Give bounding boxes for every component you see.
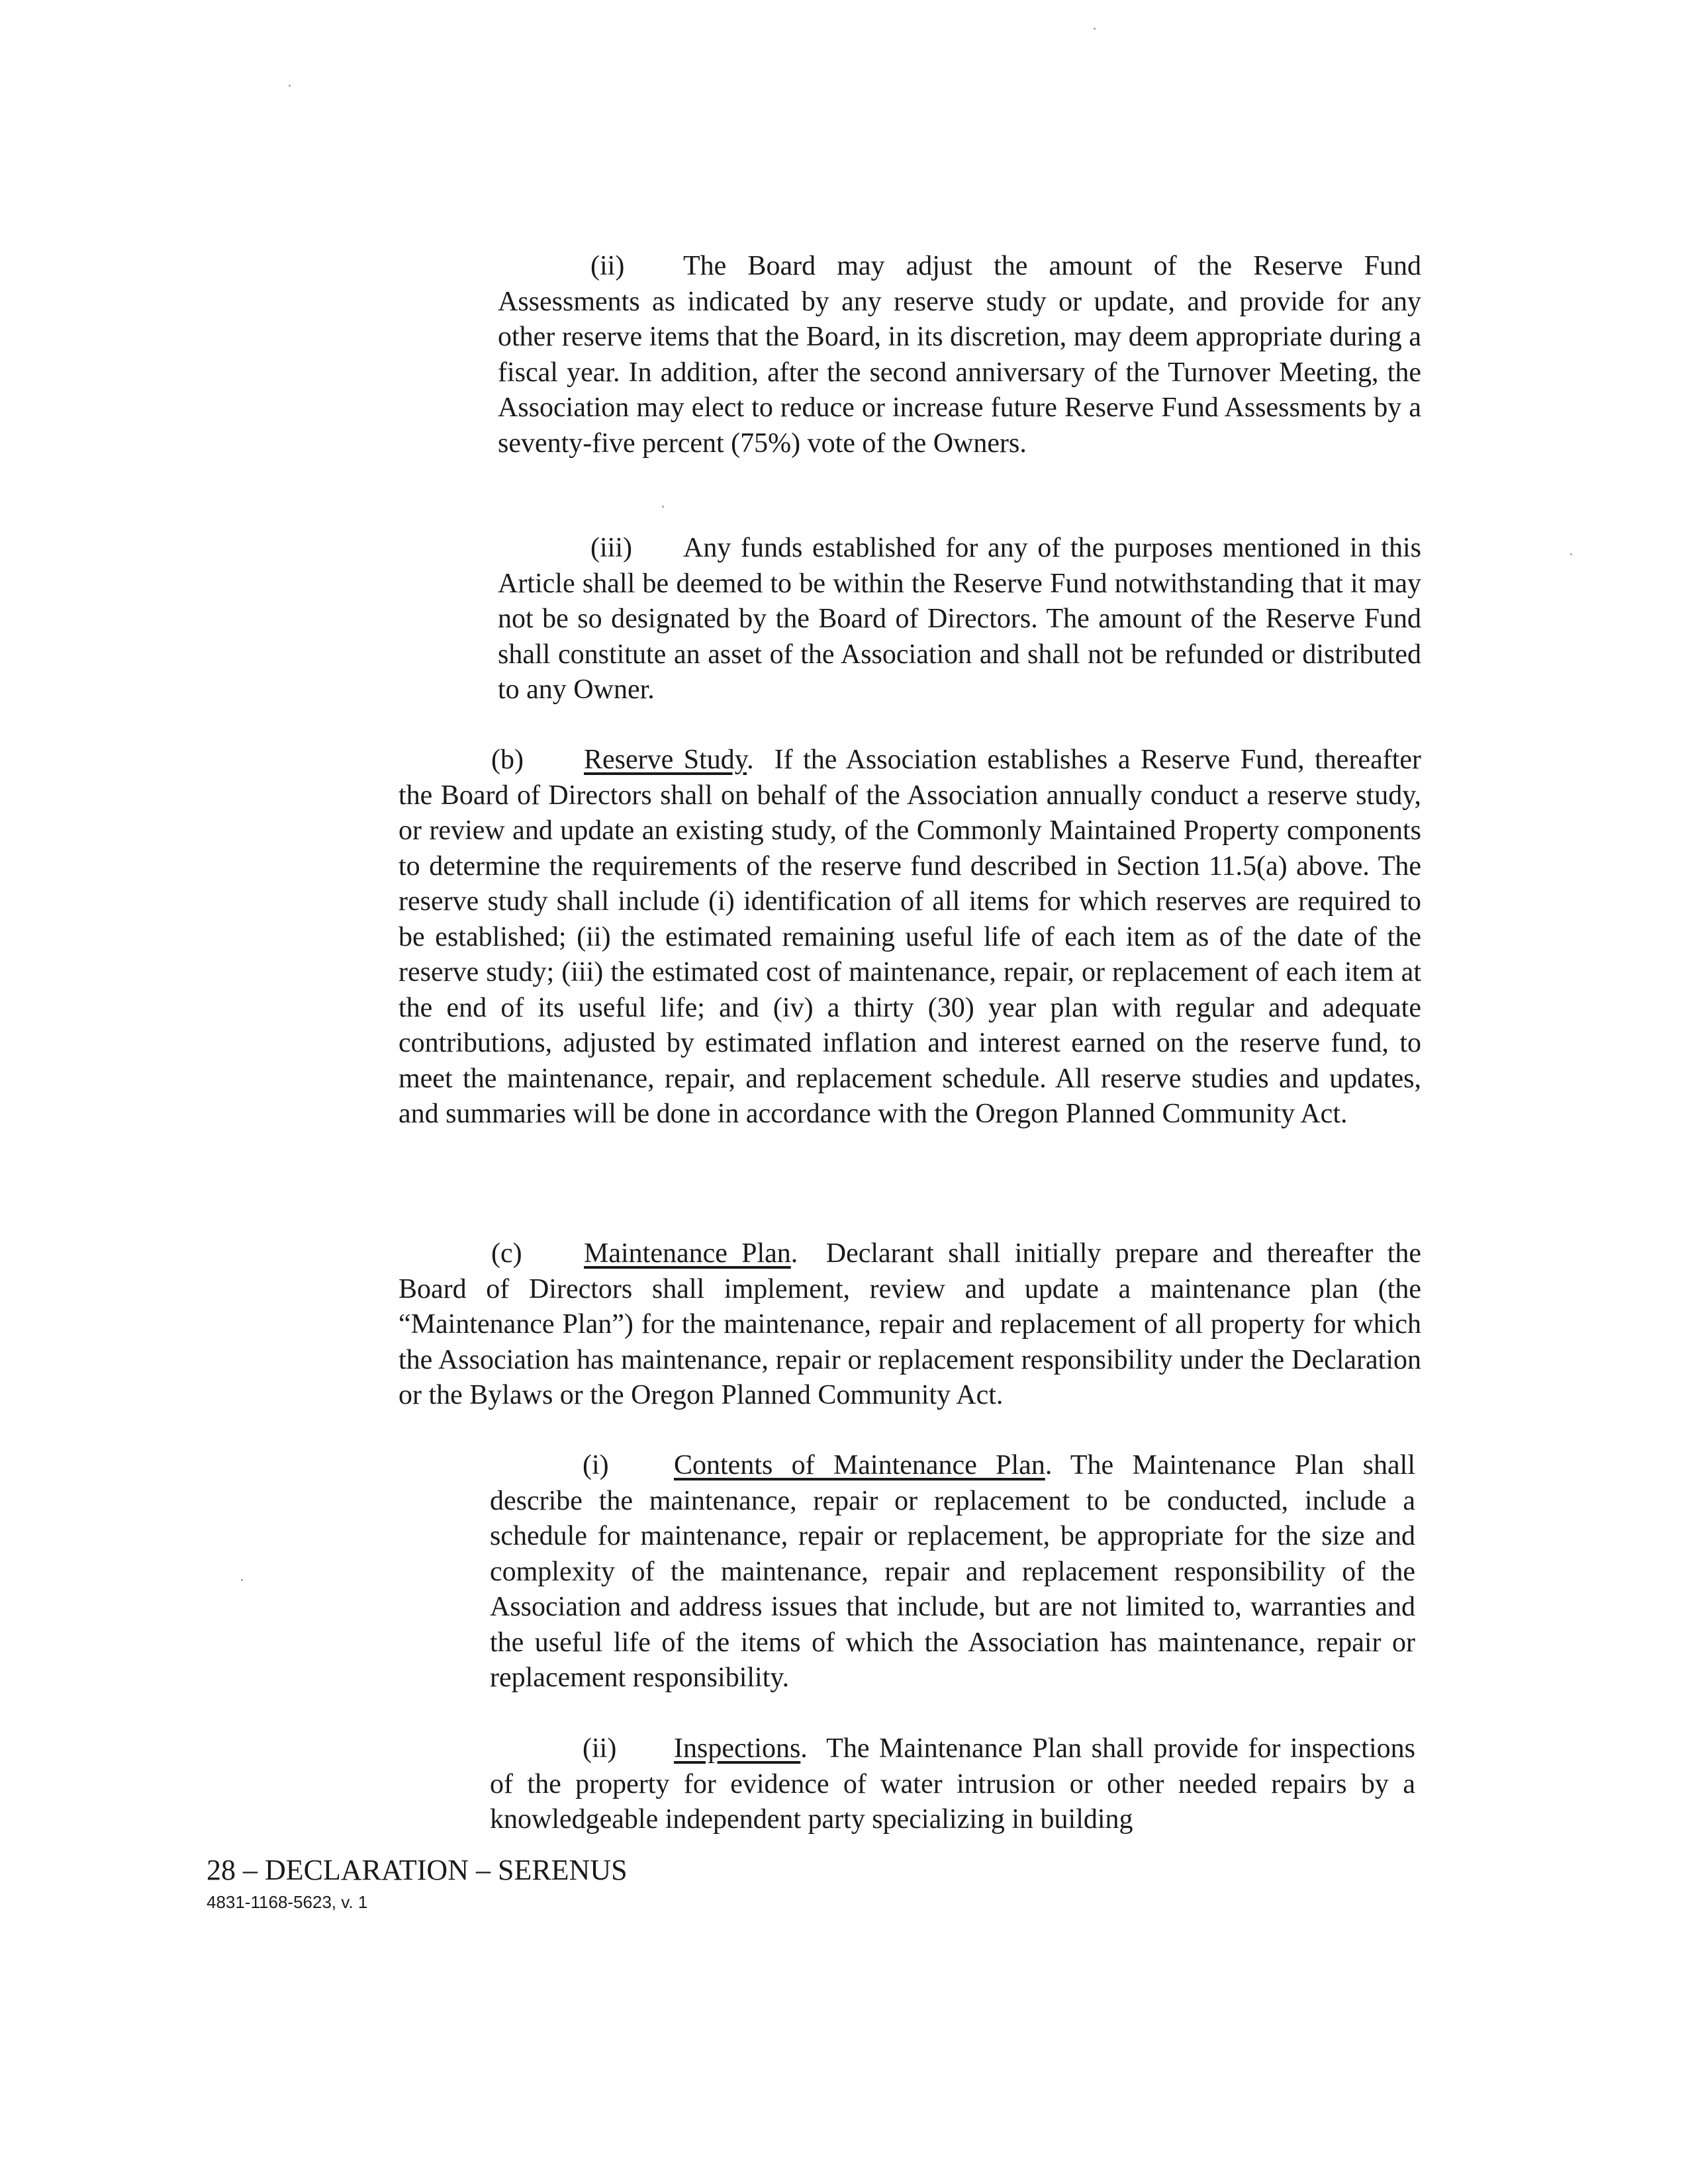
footer-document-id: 4831-1168-5623, v. 1 <box>207 1892 368 1912</box>
paragraph-c-ii-inspections: (ii) Inspections. The Maintenance Plan shall provide for inspections of the property for evidence of water intrusion or other needed repairs by a knowledgeable independent party specializing in building <box>490 1731 1415 1838</box>
paragraph-b-reserve-study: (b) Reserve Study. If the Association establishes a Reserve Fund, thereafter the Board of Directors shall on behalf of the Association annually conduct a reserve study, or review and update an existing study, of the Commonly Maintained Property components to determine the requirements of the reserve fund described in Section 11.5(a) above. The reserve study shall include (i) identification of all items for which reserves are required to be established; (ii) the estimated remaining useful life of each item as of the date of the reserve study; (iii) the estimated cost of maintenance, repair, or replacement of each item at the end of its useful life; and (iv) a thirty (30) year plan with regular and adequate contributions, adjusted by estimated inflation and interest earned on the reserve fund, to meet the maintenance, repair, and replacement schedule. All reserve studies and updates, and summaries will be done in accordance with the Oregon Planned Community Act. <box>399 743 1421 1132</box>
scan-speck <box>1570 553 1572 555</box>
paragraph-text: Any funds established for any of the purposes mentioned in this Article shall be deemed to be within the Reserve Fund notwithstanding that it may not be so designated by the Board of Directors. The amount of the Reserve Fund shall constitute an asset of the Association and shall not be refunded or distributed to any Owner. <box>498 533 1421 705</box>
paragraph-iii-funds <box>498 531 1421 708</box>
paragraph-label: (i) <box>583 1450 609 1480</box>
paragraph-text: The Maintenance Plan shall provide for inspections of the property for evidence of water intrusion or other needed repairs by a knowledgeable independent party specializing in building <box>490 1733 1415 1835</box>
scan-speck <box>241 1579 243 1581</box>
paragraph-text: If the Association establishes a Reserve Fund, thereafter the Board of Directors shall on behalf of the Association annually conduct a reserve study, or review and update an existing study, of the Commonly Maintained Property components to determine the requirements of the reserve fund described in Section 11.5(a) above. The reserve study shall include (i) identification of all items for which reserves are required to be established; (ii) the estimated remaining useful life of each item as of the date of the reserve study; (iii) the estimated cost of maintenance, repair, or replacement of each item at the end of its useful life; and (iv) a thirty (30) year plan with regular and adequate contributions, adjusted by estimated inflation and interest earned on the reserve fund, to meet the maintenance, repair, and replacement schedule. All reserve studies and updates, and summaries will be done in accordance with the Oregon Planned Community Act. <box>399 745 1422 1129</box>
paragraph-label: (ii) <box>583 1733 617 1764</box>
scan-speck <box>289 85 291 87</box>
paragraph-c-maintenance-plan: (c) Maintenance Plan. Declarant shall initially prepare and thereafter the Board of Directors shall implement, review and update a maintenance plan (the “Maintenance Plan”) for the maintenance, repair and replacement of all property for which the Association has maintenance, repair or replacement responsibility under the Declaration or the Bylaws or the Oregon Planned Community Act. <box>399 1236 1421 1414</box>
section-heading: Maintenance Plan <box>584 1238 791 1269</box>
paragraph-c-i-contents: (i) Contents of Maintenance Plan. The Maintenance Plan shall describe the maintenance, repair or replacement to be conducted, include a schedule for maintenance, repair or replacement, be appropriate for the size and complexity of the maintenance, repair and replacement responsibility of the Association and address issues that include, but are not limited to, warranties and the useful life of the items of which the Association has maintenance, repair or replacement responsibility. <box>490 1448 1415 1696</box>
paragraph-label: (iii) <box>590 533 632 563</box>
section-heading: Reserve Study <box>584 745 747 775</box>
paragraph-text: The Maintenance Plan shall describe the maintenance, repair or replacement to be conducted, include a schedule for maintenance, repair or replacement, be appropriate for the size and complexity of the maintenance, repair and replacement responsibility of the Association and address issues that include, but are not limited to, warranties and the useful life of the items of which the Association has maintenance, repair or replacement responsibility. <box>490 1450 1416 1693</box>
footer-page-title: 28 – DECLARATION – SERENUS <box>207 1854 628 1886</box>
section-heading: Inspections <box>674 1733 801 1764</box>
scan-speck <box>1094 28 1096 30</box>
paragraph-label: (ii) <box>590 251 625 281</box>
scan-speck <box>662 506 664 508</box>
paragraph-label: (b) <box>491 745 524 775</box>
paragraph-ii-reserve-adjust <box>498 249 1421 461</box>
paragraph-text: Declarant shall initially prepare and thereafter the Board of Directors shall implement, review and update a maintenance plan (the “Maintenance Plan”) for the maintenance, repair and replacement of all property for which the Association has maintenance, repair or replacement responsibility under the Declaration or the Bylaws or the Oregon Planned Community Act. <box>399 1238 1422 1410</box>
paragraph-text: The Board may adjust the amount of the Reserve Fund Assessments as indicated by any reserve study or update, and provide for any other reserve items that the Board, in its discretion, may deem appropriate during a fiscal year. In addition, after the second anniversary of the Turnover Meeting, the Association may elect to reduce or increase future Reserve Fund Assessments by a seventy-five percent (75%) vote of the Owners. <box>498 251 1421 459</box>
paragraph-label: (c) <box>491 1238 522 1269</box>
section-heading: Contents of Maintenance Plan <box>674 1450 1045 1480</box>
